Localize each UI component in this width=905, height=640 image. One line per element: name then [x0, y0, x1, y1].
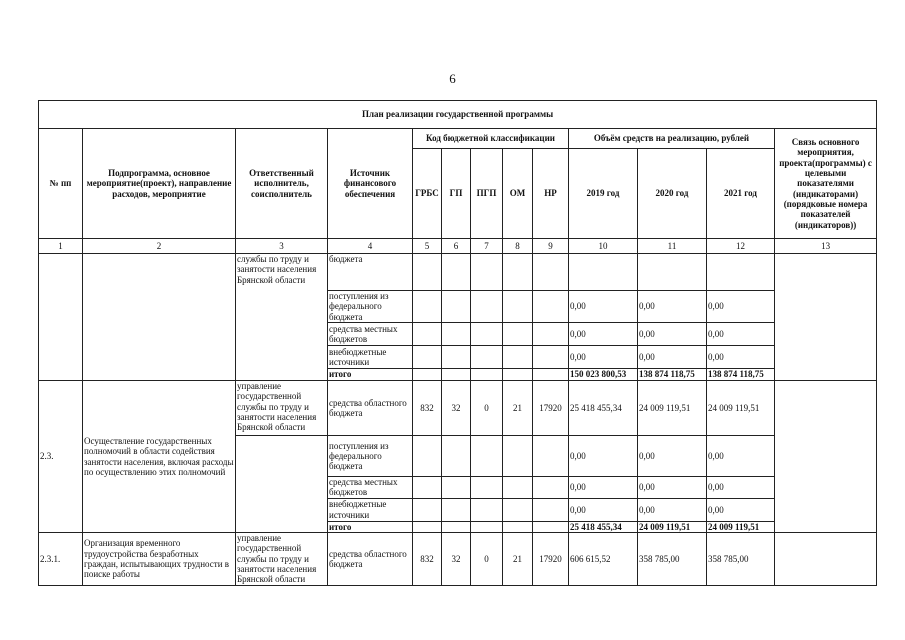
- value-2021: 24 009 119,51: [707, 381, 775, 436]
- col-number: 11: [638, 239, 707, 254]
- source-cell: средства местных бюджетов: [328, 323, 413, 346]
- total-2020: 138 874 118,75: [638, 369, 707, 381]
- source-cell: внебюджетные источники: [328, 498, 413, 521]
- header-source: Источник финансового обеспечения: [328, 129, 413, 239]
- col-number: 5: [413, 239, 442, 254]
- plan-table: [38, 100, 877, 586]
- source-cell: итого: [328, 369, 413, 381]
- source-cell: бюджета: [328, 254, 413, 291]
- pgp-cell: 0: [471, 381, 503, 436]
- col-number: 9: [533, 239, 569, 254]
- header-budget-code: Код бюджетной классификации: [413, 129, 569, 149]
- om-cell: 21: [503, 533, 533, 586]
- value-2020: 0,00: [638, 436, 707, 477]
- source-cell: средства областного бюджета: [328, 381, 413, 436]
- value-2021: 0,00: [707, 323, 775, 346]
- source-cell: средства областного бюджета: [328, 533, 413, 586]
- responsible-cell: [236, 436, 328, 533]
- value-2019: 0,00: [569, 477, 638, 499]
- header-om: ОМ: [503, 149, 533, 239]
- link-cell: [775, 254, 877, 381]
- value-2019: 0,00: [569, 291, 638, 323]
- header-link: Связь основного мероприятия, проекта(программы) с целевыми показателями (индикаторами) (порядковые номера показателей (индикаторов)): [775, 129, 877, 239]
- value-2019: 0,00: [569, 323, 638, 346]
- source-cell: поступления из федерального бюджета: [328, 436, 413, 477]
- grbs-cell: 832: [413, 533, 442, 586]
- value-2021: 0,00: [707, 477, 775, 499]
- total-2019: 25 418 455,34: [569, 521, 638, 532]
- row-num-cell: [39, 254, 83, 381]
- responsible-cell: управление государственной службы по труду и занятости населения Брянской области: [236, 533, 328, 586]
- total-2021: 138 874 118,75: [707, 369, 775, 381]
- gp-cell: 32: [442, 533, 471, 586]
- header-gp: ГП: [442, 149, 471, 239]
- value-2021: [707, 254, 775, 291]
- responsible-cell: управление государственной службы по труду и занятости населения Брянской области: [236, 381, 328, 436]
- responsible-cell: службы по труду и занятости населения Брянской области: [236, 254, 328, 381]
- header-funding: Объём средств на реализацию, рублей: [569, 129, 775, 149]
- col-number: 10: [569, 239, 638, 254]
- om-cell: 21: [503, 381, 533, 436]
- value-2020: 24 009 119,51: [638, 381, 707, 436]
- value-2020: 0,00: [638, 498, 707, 521]
- value-2020: [638, 254, 707, 291]
- value-2020: 0,00: [638, 477, 707, 499]
- value-2020: 0,00: [638, 346, 707, 369]
- total-2021: 24 009 119,51: [707, 521, 775, 532]
- source-cell: внебюджетные источники: [328, 346, 413, 369]
- pgp-cell: 0: [471, 533, 503, 586]
- gp-cell: 32: [442, 381, 471, 436]
- header-2020: 2020 год: [638, 149, 707, 239]
- value-2021: 0,00: [707, 346, 775, 369]
- value-2021: 0,00: [707, 436, 775, 477]
- col-number: 4: [328, 239, 413, 254]
- value-2019: 606 615,52: [569, 533, 638, 586]
- header-grbs: ГРБС: [413, 149, 442, 239]
- header-num: № пп: [39, 129, 83, 239]
- value-2021: 0,00: [707, 291, 775, 323]
- source-cell: средства местных бюджетов: [328, 477, 413, 499]
- value-2021: 358 785,00: [707, 533, 775, 586]
- source-cell: итого: [328, 521, 413, 532]
- page-number: 6: [449, 71, 456, 86]
- col-number: 6: [442, 239, 471, 254]
- table-title: План реализации государственной программы: [39, 101, 877, 129]
- header-2019: 2019 год: [569, 149, 638, 239]
- col-number: 1: [39, 239, 83, 254]
- value-2019: 0,00: [569, 346, 638, 369]
- col-number: 13: [775, 239, 877, 254]
- table-row: [39, 254, 877, 291]
- table-row: [39, 381, 877, 436]
- value-2019: 0,00: [569, 498, 638, 521]
- table-row: [39, 533, 877, 586]
- link-cell: [775, 381, 877, 533]
- value-2019: [569, 254, 638, 291]
- value-2021: 0,00: [707, 498, 775, 521]
- column-numbers-row: [39, 239, 877, 254]
- col-number: 8: [503, 239, 533, 254]
- grbs-cell: 832: [413, 381, 442, 436]
- value-2019: 25 418 455,34: [569, 381, 638, 436]
- total-2020: 24 009 119,51: [638, 521, 707, 532]
- row-name-cell: [83, 254, 236, 381]
- total-2019: 150 023 800,53: [569, 369, 638, 381]
- row-num-cell: 2.3.: [39, 381, 83, 533]
- nr-cell: 17920: [533, 381, 569, 436]
- header-2021: 2021 год: [707, 149, 775, 239]
- col-number: 3: [236, 239, 328, 254]
- nr-cell: 17920: [533, 533, 569, 586]
- header-pgp: ПГП: [471, 149, 503, 239]
- value-2020: 0,00: [638, 323, 707, 346]
- col-number: 7: [471, 239, 503, 254]
- row-num-cell: 2.3.1.: [39, 533, 83, 586]
- header-nr: НР: [533, 149, 569, 239]
- link-cell: [775, 533, 877, 586]
- header-responsible: Ответственный исполнитель, соисполнитель: [236, 129, 328, 239]
- value-2020: 358 785,00: [638, 533, 707, 586]
- value-2020: 0,00: [638, 291, 707, 323]
- col-number: 2: [83, 239, 236, 254]
- header-subprogram: Подпрограмма, основное мероприятие(проект), направление расходов, мероприятие: [83, 129, 236, 239]
- row-name-cell: Осуществление государственных полномочий в области содействия занятости населения, включая расходы по осуществлению этих полномочий: [83, 381, 236, 533]
- source-cell: поступления из федерального бюджета: [328, 291, 413, 323]
- value-2019: 0,00: [569, 436, 638, 477]
- row-name-cell: Организация временного трудоустройства безработных граждан, испытывающих трудности в поиске работы: [83, 533, 236, 586]
- col-number: 12: [707, 239, 775, 254]
